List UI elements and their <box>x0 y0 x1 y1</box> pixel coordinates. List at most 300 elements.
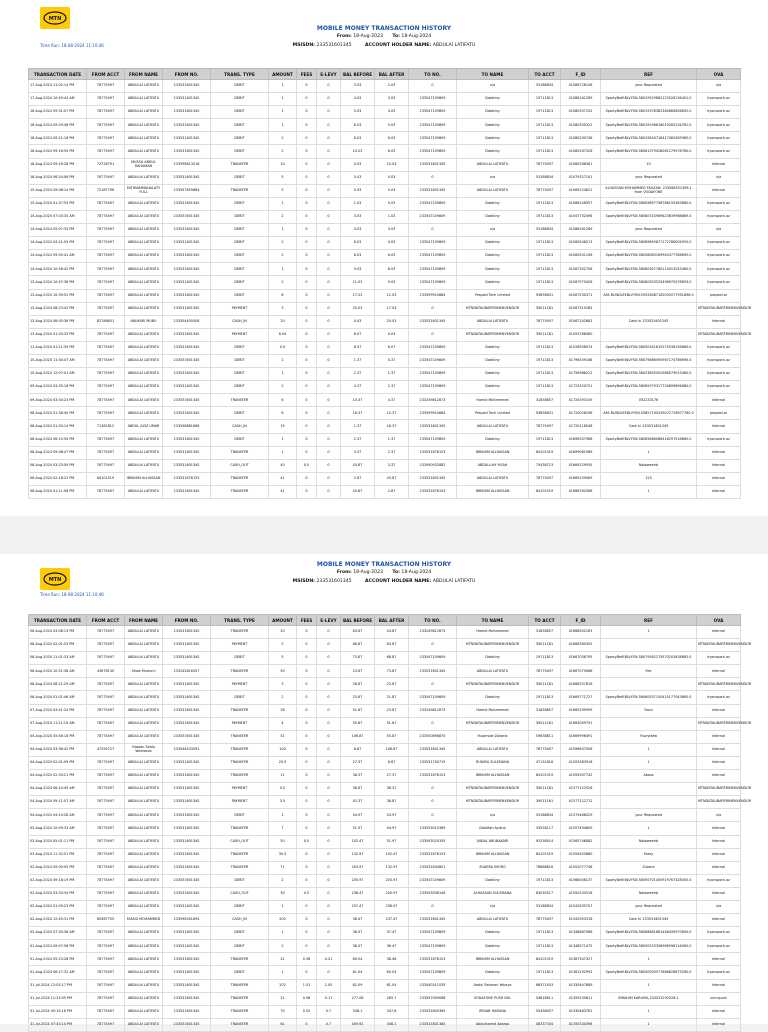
cell-e-levy: 0 <box>317 210 341 223</box>
cell-ova: Internal <box>697 420 741 433</box>
cell-trans-type: TRANSFER <box>211 743 269 756</box>
cell-fees: 0 <box>297 770 317 783</box>
cell-ova: Internal <box>697 914 741 927</box>
cell-to-name: ZUAERA IMORO <box>457 861 529 874</box>
cell-bal-after: 6.07 <box>375 341 409 354</box>
cell-trans-type: DEBIT <box>211 354 269 367</box>
cell-e-levy: 0 <box>317 459 341 472</box>
cell-ref: 1 <box>601 756 697 769</box>
cell-trans-type: DEBIT <box>211 237 269 250</box>
cell-ova: n/a <box>697 900 741 913</box>
cell-to-acct: 19711813 <box>529 381 561 394</box>
cell-from-no: 233598661668 <box>163 420 211 433</box>
table-row <box>29 210 741 223</box>
cell-to-no: 233590932882 <box>409 459 457 472</box>
table-row <box>29 171 741 184</box>
cell-fees: 0 <box>297 145 317 158</box>
cell-bal-before: 16.37 <box>341 407 375 420</box>
cell-from-no: 233531601345 <box>163 652 211 665</box>
cell-from-no: 233531601345 <box>163 250 211 263</box>
cell-trans-type: DEBIT <box>211 652 269 665</box>
cell-from-name: ABDULAI LATIFATU <box>125 210 163 223</box>
cell-bal-after: 0.03 <box>375 197 409 210</box>
cell-to-acct: 53188834 <box>529 809 561 822</box>
cell-ova: MTNDATAUBAPERIMENVENDOR <box>697 639 741 652</box>
cell-ref: 1 <box>601 822 697 835</box>
cell-to-name: Prepaid Tech Limited <box>457 289 529 302</box>
cell-e-levy: 0 <box>317 263 341 276</box>
cell-to-no: 233547109809 <box>409 93 457 106</box>
cell-ova: MTNDATAUBAPERIMENVENDOR <box>697 328 741 341</box>
cell-to-acct: 84101519 <box>529 485 561 498</box>
cell-from-acct: 78775497 <box>87 1005 125 1018</box>
cell-bal-before: 38.87 <box>341 783 375 796</box>
cell-e-levy: 0 <box>317 809 341 822</box>
msisdn-value: 233531601345 <box>316 579 352 584</box>
cell-to-name: Datatiny <box>457 354 529 367</box>
cell-to-no: 233547109809 <box>409 132 457 145</box>
cell-fees: 0 <box>297 80 317 93</box>
cell-from-no: 233531601345 <box>163 809 211 822</box>
cell-fees: 0 <box>297 197 317 210</box>
cell-trans-type: DEBIT <box>211 381 269 394</box>
cell-to-acct: 84101519 <box>529 770 561 783</box>
cell-bal-after: 43.87 <box>375 472 409 485</box>
cell-from-no: 233531601345 <box>163 796 211 809</box>
table-row <box>29 953 741 966</box>
cell-amount: 1 <box>269 446 297 459</box>
cell-from-no: 233531601345 <box>163 783 211 796</box>
cell-to-name: Hamid Mohammed <box>457 626 529 639</box>
cell-e-levy: 0 <box>317 368 341 381</box>
cell-from-acct: 78775497 <box>87 197 125 210</box>
cell-trans-type: DEBIT <box>211 132 269 145</box>
cell-trans-type: DEBIT <box>211 80 269 93</box>
cell-e-levy: 0 <box>317 796 341 809</box>
cell-to-name: ABDULAI LATIFATU <box>457 743 529 756</box>
cell-ref: Nataweehb <box>601 887 697 900</box>
cell-ova: Internal <box>697 158 741 171</box>
cell-to-no: 233531601345 <box>409 914 457 927</box>
cell-ova: Internal <box>697 1005 741 1018</box>
cell-to-name: Datatiny <box>457 691 529 704</box>
cell-f-id: 41350330398 <box>561 1018 601 1031</box>
cell-amount: 2 <box>269 132 297 145</box>
cell-transaction-date: 14-Aug-2024 07:03:35 AM <box>29 210 87 223</box>
cell-trans-type: CASH_IN <box>211 315 269 328</box>
cell-ref: 1 <box>601 743 697 756</box>
column-header-fees: FEES <box>297 615 317 626</box>
cell-from-name: ABDULAI LATIFATU <box>125 940 163 953</box>
cell-to-acct: 19711813 <box>529 145 561 158</box>
cell-trans-type: TRANSFER <box>211 704 269 717</box>
cell-from-name: MUSSA ABDUL RAHAMAN <box>125 158 163 171</box>
cell-transaction-date: 06-Aug-2024 03:08:13 PM <box>29 626 87 639</box>
cell-e-levy: 0 <box>317 783 341 796</box>
cell-trans-type: PAYMENT <box>211 678 269 691</box>
cell-trans-type: TRANSFER <box>211 861 269 874</box>
cell-bal-after: 0.03 <box>375 328 409 341</box>
from-value: 18-Aug-2023 <box>353 570 383 575</box>
cell-fees: 0 <box>297 940 317 953</box>
cell-to-acct: 19711813 <box>529 341 561 354</box>
cell-from-name: ABDULAI LATIFATU <box>125 485 163 498</box>
cell-ova: Internal <box>697 1018 741 1031</box>
cell-transaction-date: 15-Aug-2024 09:08:14 PM <box>29 184 87 197</box>
cell-trans-type: DEBIT <box>211 900 269 913</box>
cell-from-name: ABDULAI LATIFATU <box>125 119 163 132</box>
table-row <box>29 119 741 132</box>
cell-f-id: 41080266361 <box>561 158 601 171</box>
msisdn-value: 233531601345 <box>316 43 352 48</box>
cell-to-acct: 39011161 <box>529 302 561 315</box>
cell-f-id: 41361292993 <box>561 966 601 979</box>
cell-from-no: 233531601345 <box>163 341 211 354</box>
cell-from-no: 233531601345 <box>163 302 211 315</box>
cell-from-acct: 78775497 <box>87 639 125 652</box>
cell-fees: 0 <box>297 237 317 250</box>
cell-e-levy: 0 <box>317 730 341 743</box>
cell-from-name: ABDULAI LATIFATU <box>125 368 163 381</box>
cell-fees: 0 <box>297 328 317 341</box>
cell-from-acct: 78775497 <box>87 717 125 730</box>
cell-from-acct: 78775497 <box>87 276 125 289</box>
column-header-from-acct: FROM ACCT <box>87 615 125 626</box>
table-row <box>29 652 741 665</box>
cell-trans-type: TRANSFER <box>211 665 269 678</box>
table-row <box>29 966 741 979</box>
cell-from-acct: 78775497 <box>87 250 125 263</box>
cell-from-name: ABUKARI MUBU <box>125 315 163 328</box>
table-row <box>29 315 741 328</box>
cell-e-levy: 0 <box>317 224 341 237</box>
cell-bal-before: 5.03 <box>341 106 375 119</box>
cell-from-no: 233531601345 <box>163 276 211 289</box>
cell-fees: 0 <box>297 743 317 756</box>
cell-to-no: 233531601345 <box>409 315 457 328</box>
cell-to-name: Datatiny <box>457 341 529 354</box>
cell-ref: Cash In 233531601345 <box>601 914 697 927</box>
table-row <box>29 639 741 652</box>
table-row <box>29 276 741 289</box>
cell-ref: SportyBetEBLVYSN.58085666086416297518660.0 <box>601 433 697 446</box>
cell-f-id: 41069224821 <box>561 184 601 197</box>
cell-bal-before: 51.87 <box>341 704 375 717</box>
cell-trans-type: DEBIT <box>211 691 269 704</box>
cell-trans-type: PAYMENT <box>211 717 269 730</box>
cell-to-acct: 19711813 <box>529 368 561 381</box>
cell-to-name: IBRAHIM ALHASSAN <box>457 770 529 783</box>
cell-trans-type: TRANSFER <box>211 1018 269 1031</box>
cell-from-no: 233531601345 <box>163 132 211 145</box>
cell-to-acct: 19711813 <box>529 210 561 223</box>
cell-to-name: ABDULAI LATIFATU <box>457 315 529 328</box>
cell-e-levy: 0 <box>317 315 341 328</box>
cell-bal-before: 102.47 <box>341 835 375 848</box>
cell-f-id: 41698337988 <box>561 433 601 446</box>
cell-f-id: 41080267328 <box>561 145 601 158</box>
cell-trans-type: DEBIT <box>211 197 269 210</box>
holder-value: ABDULAI LATIFATU <box>432 43 476 48</box>
cell-transaction-date: 06-Aug-2024 10:51:38 AM <box>29 665 87 678</box>
cell-ova: Internal <box>697 665 741 678</box>
cell-to-acct: 78775497 <box>529 665 561 678</box>
table-row <box>29 354 741 367</box>
cell-bal-before: 6.57 <box>341 341 375 354</box>
cell-to-acct: 78775497 <box>529 315 561 328</box>
column-header-bal-before: BAL BEFORE <box>341 615 375 626</box>
cell-from-no: 233531601345 <box>163 197 211 210</box>
cell-ref: AFA BUNDLEEBLVYSN.55857190295072718977760.0 <box>601 407 697 420</box>
cell-fees: 0 <box>297 106 317 119</box>
cell-f-id: 41348571475 <box>561 940 601 953</box>
cell-ref: SportyBetEBLVYSN.58089895877172786004950.0 <box>601 237 697 250</box>
cell-trans-type: DEBIT <box>211 874 269 887</box>
cell-to-no: 233553015389 <box>409 822 457 835</box>
cell-ova: Internal <box>697 770 741 783</box>
cell-ova: hyonspork-oz <box>697 433 741 446</box>
cell-from-name: ABDULAI LATIFATU <box>125 407 163 420</box>
cell-from-acct: 78775497 <box>87 979 125 992</box>
cell-from-no: 233531601345 <box>163 691 211 704</box>
cell-bal-after: 68.87 <box>375 652 409 665</box>
cell-from-no: 233531601345 <box>163 992 211 1005</box>
column-header-from-no: FROM NO. <box>163 615 211 626</box>
cell-bal-before: 38.47 <box>341 940 375 953</box>
cell-fees: 0 <box>297 809 317 822</box>
cell-to-name: Datatiny <box>457 250 529 263</box>
cell-to-acct: 53188834 <box>529 900 561 913</box>
column-header-to-acct: TO ACCT <box>529 69 561 80</box>
cell-to-no: 233531601345 <box>409 743 457 756</box>
cell-f-id: 41086726108 <box>561 80 601 93</box>
cell-ref: SportyBetEBLVYSN.58050509577686626673285.0 <box>601 966 697 979</box>
table-row <box>29 887 741 900</box>
date-range <box>0 34 768 39</box>
cell-to-acct: 78775497 <box>529 420 561 433</box>
cell-bal-before: 17.03 <box>341 289 375 302</box>
cell-trans-type: TRANSFER <box>211 953 269 966</box>
cell-ova: hyonspork-oz <box>697 966 741 979</box>
cell-from-no: 233531601345 <box>163 263 211 276</box>
cell-ref: SportyBetEBLVYSN.58058063169940377786695.0 <box>601 250 697 263</box>
cell-amount: 15 <box>269 420 297 433</box>
cell-transaction-date: 13-Aug-2024 10:39:52 PM <box>29 289 87 302</box>
table-row <box>29 158 741 171</box>
cell-from-no: 233531601345 <box>163 459 211 472</box>
cell-from-no: 233531601345 <box>163 848 211 861</box>
cell-to-acct: 93856831 <box>529 289 561 302</box>
cell-fees: 0 <box>297 93 317 106</box>
cell-bal-after: 5.03 <box>375 184 409 197</box>
cell-to-acct: 19711813 <box>529 132 561 145</box>
cell-ref: Fassy <box>601 848 697 861</box>
cell-f-id: 41330463781 <box>561 1005 601 1018</box>
cell-to-acct: 19711813 <box>529 93 561 106</box>
cell-to-acct: 39011161 <box>529 639 561 652</box>
cell-bal-after: 3.37 <box>375 459 409 472</box>
cell-f-id: 41593307742 <box>561 770 601 783</box>
cell-from-acct: 78775497 <box>87 210 125 223</box>
cell-to-no: 233547109809 <box>409 691 457 704</box>
cell-f-id: 41663099791 <box>561 717 601 730</box>
cell-amount: 3 <box>269 678 297 691</box>
cell-from-no: 233531601345 <box>163 224 211 237</box>
cell-from-no: 233531601345 <box>163 433 211 446</box>
cell-from-name: ABDULAI LATIFATU <box>125 276 163 289</box>
column-header-transaction-date: TRANSACTION DATE <box>29 615 87 626</box>
cell-e-levy: 0 <box>317 119 341 132</box>
cell-ova: Internal <box>697 315 741 328</box>
table-row <box>29 197 741 210</box>
cell-transaction-date: 02-Aug-2024 01:05:23 PM <box>29 900 87 913</box>
table-row <box>29 626 741 639</box>
cell-bal-after: 6.87 <box>375 756 409 769</box>
cell-to-acct: 19711813 <box>529 433 561 446</box>
cell-amount: 5 <box>269 184 297 197</box>
cell-from-name: ABDULAI LATIFATU <box>125 979 163 992</box>
cell-transaction-date: 07-Aug-2024 03:41:24 PM <box>29 704 87 717</box>
cell-f-id: 41079327101 <box>561 171 601 184</box>
cell-f-id: 41665299959 <box>561 704 601 717</box>
cell-from-name: ABDULAI LATIFATU <box>125 80 163 93</box>
cell-from-name: ABDULAI LATIFATU <box>125 626 163 639</box>
cell-transaction-date: 14-Aug-2024 05:07:33 PM <box>29 224 87 237</box>
table-row <box>29 743 741 756</box>
cell-from-acct: 78775497 <box>87 730 125 743</box>
cell-trans-type: DEBIT <box>211 276 269 289</box>
cell-bal-before: 23.87 <box>341 691 375 704</box>
cell-fees: 0.5 <box>297 835 317 848</box>
cell-to-name: MTNDATAUBAPERIMENVENDOR <box>457 783 529 796</box>
cell-ova: Internal <box>697 953 741 966</box>
cell-e-levy: 0 <box>317 704 341 717</box>
cell-to-acct: 78775497 <box>529 158 561 171</box>
column-header-to-name: TO NAME <box>457 69 529 80</box>
cell-ref: SportyBetEBLVYSN.58009897798786155383860.0 <box>601 197 697 210</box>
date-range <box>0 570 768 575</box>
cell-transaction-date: 02-Aug-2024 09:00:05 PM <box>29 861 87 874</box>
cell-to-name: MTNDATAUBAPERIMENVENDOR <box>457 678 529 691</box>
time-run-label: Time Run: 18-08-2024 11:10:46 <box>40 592 104 597</box>
cell-fees: 1.51 <box>297 979 317 992</box>
table-row <box>29 809 741 822</box>
cell-e-levy: 0 <box>317 341 341 354</box>
cell-f-id: 41666257816 <box>561 678 601 691</box>
cell-trans-type: DEBIT <box>211 93 269 106</box>
cell-bal-after: 38.46 <box>375 953 409 966</box>
cell-to-name: ABDULAI LATIFATU <box>457 472 529 485</box>
cell-fees: 0 <box>297 966 317 979</box>
from-label: From: <box>336 34 352 39</box>
cell-trans-type: DEBIT <box>211 940 269 953</box>
cell-from-acct: 78775497 <box>87 966 125 979</box>
cell-ova: hyonspork-oz <box>697 132 741 145</box>
table-row <box>29 979 741 992</box>
cell-amount: 5 <box>269 652 297 665</box>
holder-value: ABDULAI LATIFATU <box>432 579 476 584</box>
cell-trans-type: DEBIT <box>211 171 269 184</box>
cell-amount: 41 <box>269 485 297 498</box>
cell-trans-type: DEBIT <box>211 966 269 979</box>
cell-bal-before: 55.87 <box>341 717 375 730</box>
cell-transaction-date: 16-Aug-2024 06:24:06 PM <box>29 171 87 184</box>
cell-fees: 0 <box>297 665 317 678</box>
cell-to-name: Datatiny <box>457 381 529 394</box>
table-row <box>29 184 741 197</box>
cell-ova: Internal <box>697 184 741 197</box>
cell-ova: MTNDATAUBAPERIMENVENDOR <box>697 717 741 730</box>
cell-from-acct: 78775497 <box>87 756 125 769</box>
cell-to-no: 233547109809 <box>409 119 457 132</box>
cell-to-name: ABDULAI LATIFATU <box>457 158 529 171</box>
cell-to-acct: 47131816 <box>529 756 561 769</box>
cell-amount: 4 <box>269 717 297 730</box>
cell-ref: SportyBetEBLVYSN.58023655002986079015460.0 <box>601 368 697 381</box>
cell-transaction-date: 04-Aug-2024 03:36:42 PM <box>29 743 87 756</box>
cell-to-acct: 19711813 <box>529 652 561 665</box>
cell-to-no: 0 <box>409 80 457 93</box>
cell-fees: 0 <box>297 678 317 691</box>
cell-trans-type: DEBIT <box>211 341 269 354</box>
cell-from-acct: 78775497 <box>87 145 125 158</box>
cell-from-name: ABDULAI LATIFATU <box>125 756 163 769</box>
cell-trans-type: TRANSFER <box>211 822 269 835</box>
cell-amount: 1 <box>269 263 297 276</box>
cell-transaction-date: 31-Jul-2024 07:43:10 PM <box>29 1018 87 1031</box>
cell-amount: 10 <box>269 158 297 171</box>
cell-e-levy: 0 <box>317 835 341 848</box>
cell-e-levy: 0 <box>317 184 341 197</box>
cell-ova: hyonspork-oz <box>697 210 741 223</box>
cell-amount: 6 <box>269 407 297 420</box>
cell-f-id: 41080290748 <box>561 132 601 145</box>
cell-ova: Internal <box>697 626 741 639</box>
from-value: 18-Aug-2023 <box>353 34 383 39</box>
cell-fees: 0 <box>297 485 317 498</box>
cell-e-levy: 1.05 <box>317 979 341 992</box>
cell-amount: 6 <box>269 394 297 407</box>
cell-fees: 0 <box>297 900 317 913</box>
cell-e-levy: 0 <box>317 381 341 394</box>
cell-from-no: 233531601345 <box>163 1005 211 1018</box>
cell-ref: Cash In 233531601345 <box>601 315 697 328</box>
table-row <box>29 446 741 459</box>
cell-from-name: ABDULAI LATIFATU <box>125 433 163 446</box>
cell-trans-type: TRANSFER <box>211 158 269 171</box>
cell-from-no: 233531601345 <box>163 704 211 717</box>
statement-title: MOBILE MONEY TRANSACTION HISTORY <box>316 25 452 32</box>
cell-to-no: 233547109809 <box>409 433 457 446</box>
cell-fees: 0 <box>297 394 317 407</box>
cell-to-no: 233593038146 <box>409 887 457 900</box>
cell-bal-before: 6.03 <box>341 237 375 250</box>
cell-ova: hyonspork-oz <box>697 276 741 289</box>
cell-to-no: 0 <box>409 639 457 652</box>
cell-e-levy: 0 <box>317 407 341 420</box>
table-body <box>29 626 752 1032</box>
cell-from-name: FATIMAMMAHALATY FULL <box>125 184 163 197</box>
cell-from-name: ABDULAI LATIFATU <box>125 691 163 704</box>
cell-to-acct: 19711813 <box>529 197 561 210</box>
cell-bal-before: 23.87 <box>341 665 375 678</box>
cell-bal-before: 4.37 <box>341 381 375 394</box>
table-row <box>29 940 741 953</box>
cell-amount: 1 <box>269 433 297 446</box>
cell-ova: vnnnpush <box>697 992 741 1005</box>
cell-from-acct: 72728791 <box>87 158 125 171</box>
cell-f-id: 41550233518 <box>561 887 601 900</box>
